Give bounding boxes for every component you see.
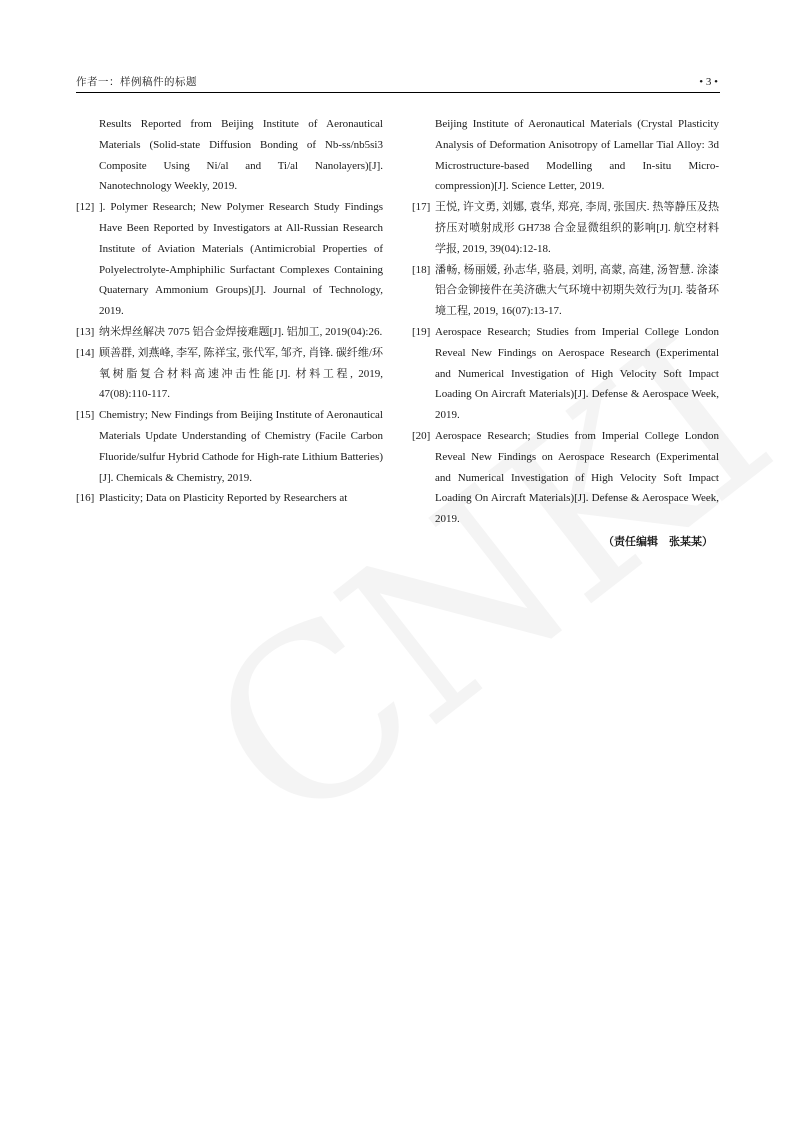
reference-number: [20] xyxy=(412,429,431,442)
reference-number: [12] xyxy=(76,201,95,214)
reference-entry xyxy=(412,197,719,259)
responsible-editor: （责任编辑 张某某） xyxy=(603,534,713,548)
reference-entry xyxy=(76,488,383,509)
reference-text: 顾善群, 刘燕峰, 李军, 陈祥宝, 张代军, 邹齐, 肖锋. 碳纤维/环氧树脂复合材料高速冲击性能[J]. 材料工程, 2019, 47(08):110-117. xyxy=(99,346,383,401)
reference-number: [14] xyxy=(76,346,95,359)
reference-entry xyxy=(76,197,383,322)
reference-text: 纳米焊丝解决 7075 铝合金焊接难题[J]. 铝加工, 2019(04):26. xyxy=(99,325,383,338)
reference-text: Aerospace Research; Studies from Imperial College London Reveal New Findings on Aerospace Research (Experimental and Numerical Investigation of High Velocity Soft Impact Loading On Aircraft Materials)[J]. Defense & Aerospace Week, 2019. xyxy=(435,325,719,422)
reference-entry xyxy=(76,114,383,197)
reference-entry xyxy=(412,260,719,322)
reference-text: ]. Polymer Research; New Polymer Research Study Findings Have Been Reported by Investigators at All-Russian Research Institute of Aviation Materials (Antimicrobial Properties of Polyelectrolyte-Amphiphilic Surfactant Complexes Containing Quaternary Ammonium Groups)[J]. Journal of Technology, 2019. xyxy=(99,201,383,318)
reference-text: Beijing Institute of Aeronautical Materials (Crystal Plasticity Analysis of Deformation Anisotropy of Lamellar Tial Alloy: 3d Microstructure-based Modelling and In-situ Micro-compression)[J]. Science Letter, 2019. xyxy=(435,118,719,193)
reference-text: Plasticity; Data on Plasticity Reported by Researchers at xyxy=(99,492,348,505)
reference-text: 潘畅, 杨丽媛, 孙志华, 骆晨, 刘明, 高蒙, 高建, 汤智慧. 涂漆铝合金铆接件在美济礁大气环境中初期失效行为[J]. 装备环境工程, 2019, 16(07):13-17. xyxy=(435,263,719,318)
reference-entry xyxy=(76,343,383,405)
reference-number: [13] xyxy=(76,325,95,338)
reference-entry xyxy=(412,426,719,530)
reference-number: [17] xyxy=(412,201,431,214)
reference-entry xyxy=(412,114,719,197)
running-header xyxy=(76,74,720,93)
reference-entry xyxy=(76,405,383,488)
reference-text: Aerospace Research; Studies from Imperial College London Reveal New Findings on Aerospace Research (Experimental and Numerical Investigation of High Velocity Soft Impact Loading On Aircraft Materials)[J]. Defense & Aerospace Week, 2019. xyxy=(435,429,719,526)
reference-entry xyxy=(412,322,719,426)
right-column-references xyxy=(412,114,719,552)
page-number: • 3 • xyxy=(699,76,718,88)
reference-number: [16] xyxy=(76,492,95,505)
header-author-title: 作者一：样例稿件的标题 xyxy=(76,76,197,88)
reference-text: Results Reported from Beijing Institute of Aeronautical Materials (Solid-state Diffusion Bonding of Nb-ss/nb5si3 Composite Using Ni/al and Ti/al Nanolayers)[J]. Nanotechnology Weekly, 2019. xyxy=(99,118,383,193)
reference-number: [18] xyxy=(412,263,431,276)
reference-text: Chemistry; New Findings from Beijing Institute of Aeronautical Materials Update Understanding of Chemistry (Facile Carbon Fluoride/sulfur Hybrid Cathode for High-rate Lithium Batteries)[J]. Chemicals & Chemistry, 2019. xyxy=(99,409,383,484)
reference-number: [19] xyxy=(412,325,431,338)
reference-entry xyxy=(76,322,383,343)
left-column-references xyxy=(76,114,383,509)
reference-number: [15] xyxy=(76,409,95,422)
reference-text: 王悦, 许文勇, 刘娜, 袁华, 郑亮, 李周, 张国庆. 热等静压及热挤压对喷射成形 GH738 合金显微组织的影响[J]. 航空材料学报, 2019, 39(04):12-18. xyxy=(435,201,719,255)
